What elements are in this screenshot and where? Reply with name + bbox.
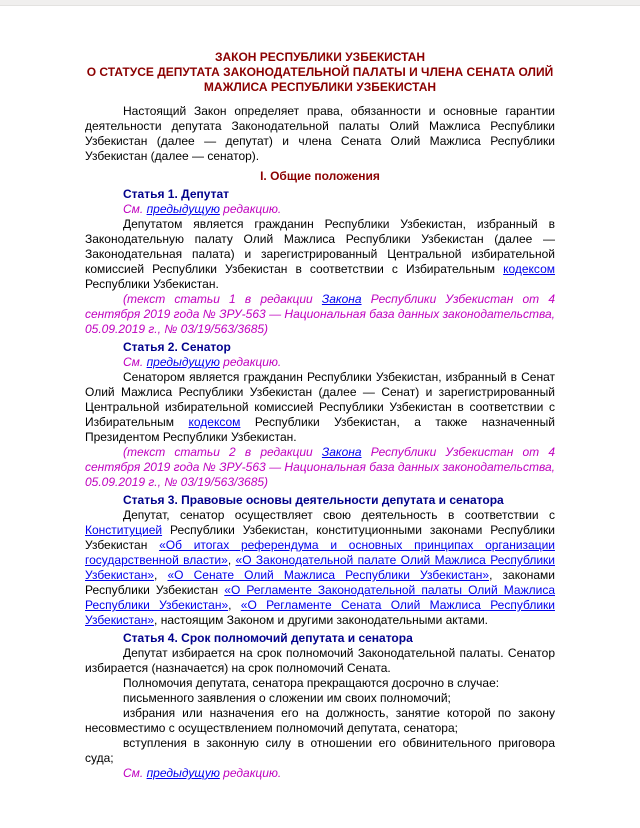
text-run: , законами Республики Узбекистан — [85, 568, 556, 597]
text-run: вступления в законную силу в отношении его обвинительного приговора суда; — [85, 736, 555, 765]
text-run: ЗАКОН РЕСПУБЛИКИ УЗБЕКИСТАН — [214, 50, 426, 64]
electoral-code-link-2[interactable]: кодексом — [188, 415, 241, 429]
text-run: См. — [123, 355, 147, 369]
text-run: Республики Узбекистан, конституционными законами Республики Узбекистан — [85, 523, 555, 552]
text-run: Настоящий Закон определяет права, обязанности и основные гарантии деятельности депутата Законодательной палаты Олий Мажлиса Республики Узбекистан (далее — депутат) и члена Сената Олий Мажлиса Республики Узбекистан (далее — сенатор). — [85, 104, 555, 163]
article-4-clause-3 — [85, 736, 555, 766]
intro-paragraph — [85, 104, 555, 164]
article-1-revision-note — [85, 202, 555, 217]
legislative-chamber-rules-link[interactable]: «О Регламенте Законодательной палаты Олий Мажлиса Республики Узбекистан» — [85, 583, 555, 612]
section-1-heading — [85, 169, 555, 184]
senate-rules-link[interactable]: «О Регламенте Сената Олий Мажлиса Республики Узбекистан» — [85, 598, 555, 627]
law-zru-563-link-1[interactable]: Закона — [321, 292, 362, 306]
text-run: Республики Узбекистан от 4 сентября 2019 года № ЗРУ-563 — Национальная база данных законодательства, 05.09.2019 г., № 03/19/563/3685) — [85, 292, 555, 336]
article-2-edition-note — [85, 445, 555, 490]
law-name-title — [85, 65, 555, 95]
article-1-heading — [85, 187, 555, 202]
text-run: Статья 2. Сенатор — [123, 340, 231, 354]
text-run: Статья 4. Срок полномочий депутата и сенатора — [123, 631, 413, 645]
document-page — [0, 6, 640, 827]
article-2-text — [85, 370, 555, 445]
text-run: Республики Узбекистан, а также назначенный Президентом Республики Узбекистан. — [85, 415, 555, 444]
text-run: , — [227, 553, 236, 567]
previous-revision-link-3[interactable]: предыдущую — [146, 766, 220, 780]
article-3-heading — [85, 493, 555, 508]
text-run: Республики Узбекистан. — [85, 277, 219, 291]
article-4-clause-2 — [85, 706, 555, 736]
text-run: О СТАТУСЕ ДЕПУТАТА ЗАКОНОДАТЕЛЬНОЙ ПАЛАТЫ И ЧЛЕНА СЕНАТА ОЛИЙ МАЖЛИСА РЕСПУБЛИКИ УЗБЕКИСТАН — [86, 65, 554, 94]
law-zru-563-link-2[interactable]: Закона — [321, 445, 362, 459]
senate-law-link[interactable]: «О Сенате Олий Мажлиса Республики Узбекистан» — [167, 568, 490, 582]
article-2-revision-note — [85, 355, 555, 370]
text-run: Депутат, сенатор осуществляет свою деятельность в соответствии с — [123, 508, 555, 522]
text-run: письменного заявления о сложении им своих полномочий; — [123, 691, 451, 705]
text-run: I. Общие положения — [260, 169, 380, 183]
text-run: Статья 1. Депутат — [123, 187, 230, 201]
text-run: Республики Узбекистан от 4 сентября 2019 года № ЗРУ-563 — Национальная база данных законодательства, 05.09.2019 г., № 03/19/563/3685) — [85, 445, 555, 489]
previous-revision-link-2[interactable]: предыдущую — [146, 355, 220, 369]
constitution-link[interactable]: Конституцией — [85, 523, 163, 537]
text-run: редакцию. — [219, 766, 282, 780]
previous-revision-link-1[interactable]: предыдущую — [146, 202, 220, 216]
text-run: См. — [123, 766, 147, 780]
text-run: , — [154, 568, 168, 582]
electoral-code-link-1[interactable]: кодексом — [503, 262, 555, 276]
article-1-text — [85, 217, 555, 292]
article-1-edition-note — [85, 292, 555, 337]
text-run: (текст статьи 2 в редакции — [123, 445, 322, 459]
text-run: Депутатом является гражданин Республики Узбекистан, избранный в Законодательную палату Олий Мажлиса Республики Узбекистан (далее — Законодательная палата) и зарегистрированный Центральной избирательной комиссией Республики Узбекистан в соответствии с Избирательным — [85, 217, 555, 276]
text-run: (текст статьи 1 в редакции — [123, 292, 322, 306]
law-type-title — [85, 50, 555, 65]
text-run: избрания или назначения его на должность, занятие которой по закону несовместимо с осуществлением полномочий депутата, сенатора; — [85, 706, 555, 735]
text-run: Статья 3. Правовые основы деятельности депутата и сенатора — [123, 493, 504, 507]
article-2-heading — [85, 340, 555, 355]
text-run: редакцию. — [219, 355, 282, 369]
text-run: , — [228, 598, 241, 612]
document-content — [0, 6, 640, 801]
text-run: , настоящим Законом и другими законодательными актами. — [154, 613, 488, 627]
text-run: редакцию. — [219, 202, 282, 216]
article-4-clause-1 — [85, 691, 555, 706]
article-4-revision-note — [85, 766, 555, 781]
article-4-text-2 — [85, 676, 555, 691]
legislative-chamber-law-link[interactable]: «О Законодательной палате Олий Мажлиса Республики Узбекистан» — [85, 553, 555, 582]
article-3-text — [85, 508, 555, 628]
article-4-text-1 — [85, 646, 555, 676]
text-run: Депутат избирается на срок полномочий Законодательной палаты. Сенатор избирается (назначается) на срок полномочий Сената. — [85, 646, 555, 675]
text-run: Сенатором является гражданин Республики Узбекистан, избранный в Сенат Олий Мажлиса Республики Узбекистан (далее — Сенат) и зарегистрированный Центральной избирательной комиссией Республики Узбекистан в соответствии с Избирательным — [85, 370, 555, 429]
referendum-law-link[interactable]: «Об итогах референдума и основных принципах организации государственной власти» — [85, 538, 555, 567]
text-run: Полномочия депутата, сенатора прекращаются досрочно в случае: — [123, 676, 500, 690]
article-4-heading — [85, 631, 555, 646]
text-run: См. — [123, 202, 147, 216]
